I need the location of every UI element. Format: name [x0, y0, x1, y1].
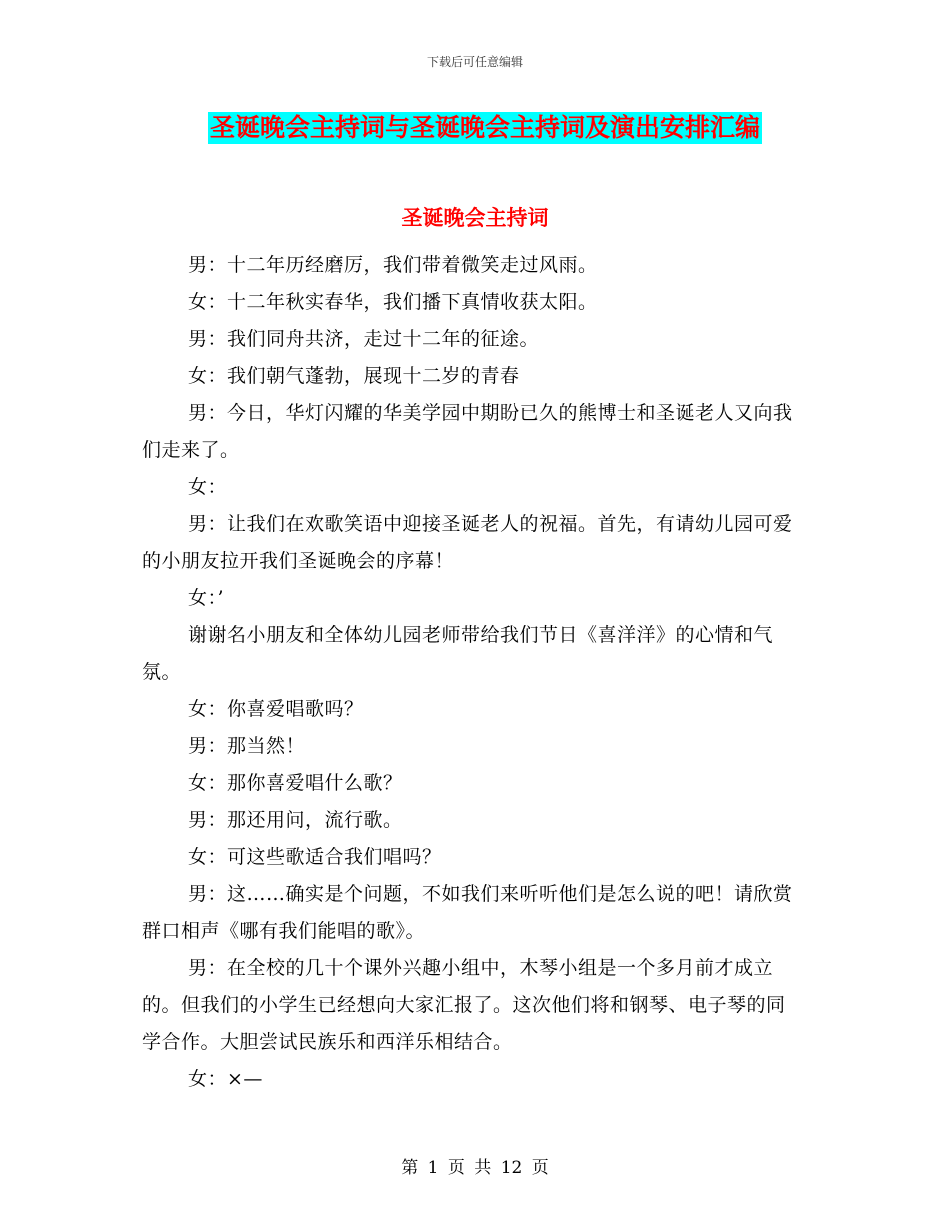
document-title: 圣诞晚会主持词与圣诞晚会主持词及演出安排汇编: [210, 113, 761, 142]
paragraph: 女：那你喜爱唱什么歌？: [188, 772, 403, 794]
paragraph: 女：你喜爱唱歌吗？: [188, 698, 364, 720]
paragraph: 女：我们朝气蓬勃，展现十二岁的青春: [188, 365, 520, 387]
paragraph: 女：: [188, 476, 228, 498]
paragraph: 女：’: [188, 587, 225, 609]
document-body: [142, 247, 804, 1098]
paragraph: 女：×—: [188, 1068, 263, 1090]
paragraph: 男：这……确实是个问题，不如我们来听听他们是怎么说的吧！请欣赏群口相声《哪有我们能唱的歌》。: [142, 883, 793, 942]
page-number-footer: 第 1 页 共 12 页: [401, 1158, 549, 1178]
paragraph: 男：让我们在欢歌笑语中迎接圣诞老人的祝福。首先，有请幼儿园可爱的小朋友拉开我们圣诞晚会的序幕！: [142, 513, 793, 572]
page-header-note: 下载后可任意编辑: [426, 55, 523, 69]
paragraph: 男：我们同舟共济，走过十二年的征途。: [188, 328, 540, 350]
paragraph: 谢谢名小朋友和全体幼儿园老师带给我们节日《喜洋洋》的心情和气氛。: [142, 624, 774, 683]
paragraph: 男：那当然！: [188, 735, 306, 757]
paragraph: 男：那还用问，流行歌。: [188, 809, 403, 831]
paragraph: 男：在全校的几十个课外兴趣小组中，木琴小组是一个多月前才成立的。但我们的小学生已经想向大家汇报了。这次他们将和钢琴、电子琴的同学合作。大胆尝试民族乐和西洋乐相结合。: [142, 957, 786, 1053]
paragraph: 男：今日，华灯闪耀的华美学园中期盼已久的熊博士和圣诞老人又向我们走来了。: [142, 402, 793, 461]
section-title: 圣诞晚会主持词: [401, 205, 549, 230]
paragraph: 女：可这些歌适合我们唱吗？: [188, 846, 442, 868]
paragraph: 男：十二年历经磨厉，我们带着微笑走过风雨。: [188, 254, 598, 276]
paragraph: 女：十二年秋实春华，我们播下真情收获太阳。: [188, 291, 598, 313]
